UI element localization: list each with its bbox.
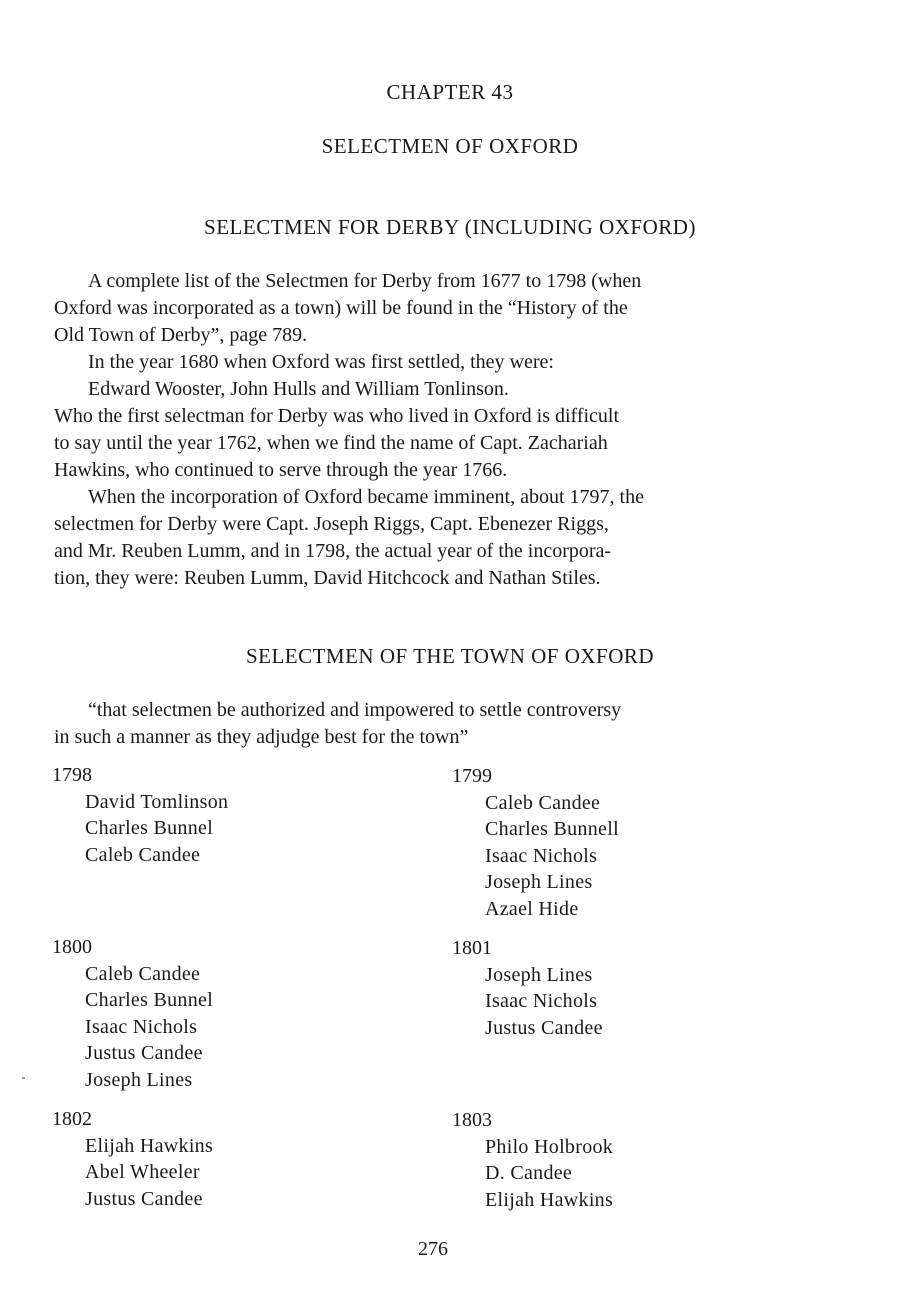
text-line: and Mr. Reuben Lumm, and in 1798, the actual year of the incorpora- [54, 540, 612, 562]
year-label: 1798 [52, 764, 92, 786]
year-block-1802 [52, 1106, 213, 1212]
selectman-name: Philo Holbrook [485, 1135, 614, 1158]
text-line: tion, they were: Reuben Lumm, David Hitchcock and Nathan Stiles. [54, 567, 601, 589]
year-block-1799 [452, 763, 619, 923]
selectman-name: Joseph Lines [485, 963, 593, 986]
text-line: Old Town of Derby”, page 789. [54, 324, 308, 346]
year-label: 1803 [452, 1109, 492, 1131]
text-line: selectmen for Derby were Capt. Joseph Riggs, Capt. Ebenezer Riggs, [54, 513, 609, 535]
year-label: 1799 [452, 765, 492, 787]
section-heading-oxford: SELECTMEN OF THE TOWN OF OXFORD [245, 644, 655, 668]
selectman-name: Joseph Lines [485, 871, 593, 894]
selectman-name: Charles Bunnel [85, 817, 214, 840]
section-heading-derby: SELECTMEN FOR DERBY (INCLUDING OXFORD) [204, 215, 696, 239]
text-line: Oxford was incorporated as a town) will be found in the “History of the [54, 297, 628, 319]
selectman-name: Elijah Hawkins [85, 1134, 214, 1157]
year-block-1798 [52, 762, 228, 868]
year-block-1803 [452, 1107, 613, 1213]
year-label: 1801 [452, 937, 492, 959]
chapter-number: CHAPTER 43 [386, 80, 514, 104]
text-line: in such a manner as they adjudge best for the town” [54, 726, 469, 748]
text-line: Edward Wooster, John Hulls and William Tonlinson. [88, 378, 509, 400]
selectman-name: Isaac Nichols [485, 844, 598, 867]
selectman-name: Caleb Candee [85, 962, 201, 985]
selectman-name: Justus Candee [85, 1042, 203, 1065]
selectman-name: Charles Bunnell [485, 818, 619, 841]
selectman-name: Isaac Nichols [485, 990, 598, 1013]
selectman-name: Justus Candee [85, 1187, 203, 1210]
chapter-title: SELECTMEN OF OXFORD [321, 134, 579, 158]
text-line: In the year 1680 when Oxford was first settled, they were: [88, 351, 554, 373]
selectman-name: Isaac Nichols [85, 1015, 198, 1038]
selectman-name: Elijah Hawkins [485, 1188, 614, 1211]
page-number: 276 [418, 1238, 448, 1260]
selectman-name: D. Candee [485, 1162, 573, 1185]
selectman-name: David Tomlinson [85, 790, 229, 813]
selectman-name: Abel Wheeler [85, 1161, 200, 1184]
year-label: 1802 [52, 1108, 92, 1130]
text-line: Who the first selectman for Derby was who lived in Oxford is difficult [54, 405, 620, 427]
text-line: “that selectmen be authorized and impowered to settle controversy [88, 699, 622, 721]
derby-paragraph [54, 268, 854, 592]
text-line: Hawkins, who continued to serve through the year 1766. [54, 459, 508, 481]
selectman-name: Joseph Lines [85, 1068, 193, 1091]
selectman-name: Justus Candee [485, 1016, 603, 1039]
text-line: When the incorporation of Oxford became imminent, about 1797, the [88, 486, 644, 508]
year-block-1800 [52, 934, 213, 1094]
quote-paragraph [54, 697, 854, 751]
scan-speck [22, 1077, 25, 1079]
year-label: 1800 [52, 936, 92, 958]
selectman-name: Charles Bunnel [85, 989, 214, 1012]
text-line: A complete list of the Selectmen for Derby from 1677 to 1798 (when [88, 270, 642, 292]
year-block-1801 [452, 935, 603, 1041]
selectman-name: Caleb Candee [485, 791, 601, 814]
selectman-name: Azael Hide [485, 897, 579, 920]
selectman-name: Caleb Candee [85, 843, 201, 866]
text-line: to say until the year 1762, when we find the name of Capt. Zachariah [54, 432, 608, 454]
